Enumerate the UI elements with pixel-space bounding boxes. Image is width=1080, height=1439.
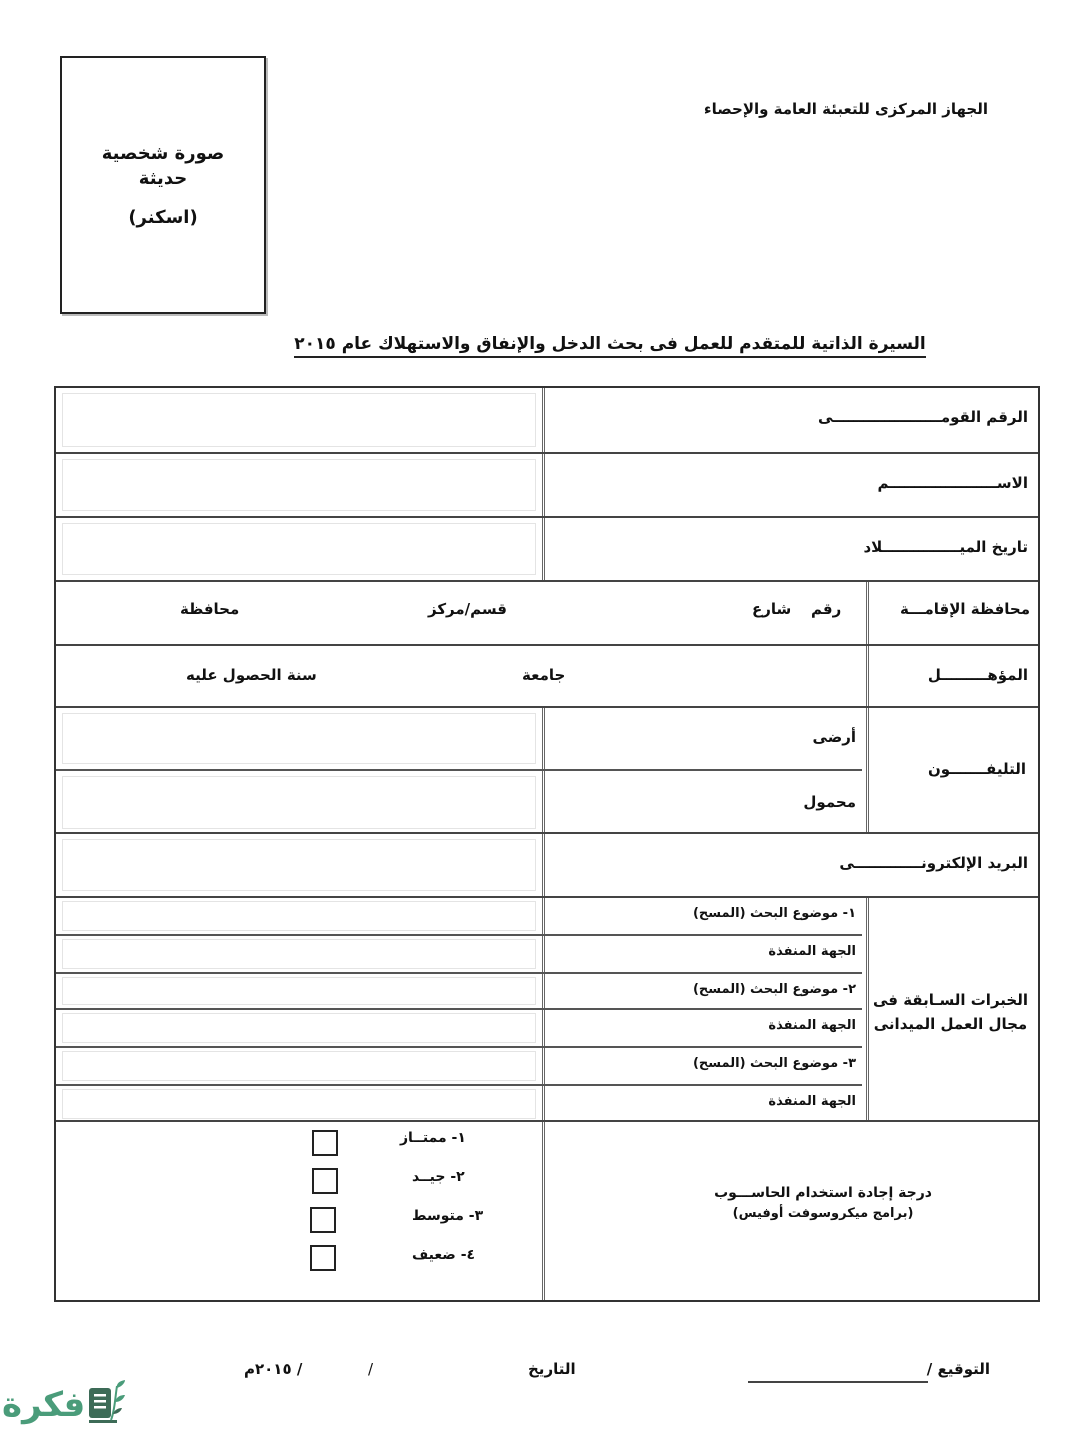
skill-checkbox-excellent[interactable]	[312, 1130, 338, 1156]
experience-2-topic-label: ٢- موضوع البحث (المسح)	[692, 982, 856, 997]
cv-form-table	[54, 386, 1040, 1302]
qualification-field-year[interactable]: سنة الحصول عليه	[186, 666, 317, 684]
experience-2-topic-row	[56, 974, 862, 1010]
residence-field-governorate[interactable]: محافظة	[180, 600, 240, 618]
row-experience	[56, 898, 1038, 1122]
residence-label: محافظة الإقامـــة	[899, 600, 1030, 618]
photo-label-line1: صورة شخصية	[101, 143, 225, 165]
birth-date-input[interactable]	[56, 518, 542, 580]
email-label: البريد الإلكترونـــــــــــــى	[839, 854, 1028, 872]
experience-3-topic-input[interactable]	[56, 1048, 542, 1084]
form-title-wrap	[0, 334, 1080, 354]
computer-skill-label-line2: (برامج ميكروسوفت أوفيس)	[732, 1206, 914, 1222]
row-birth-date	[56, 518, 1038, 582]
experience-1-agency-row	[56, 936, 862, 974]
experience-label	[873, 988, 1028, 1036]
computer-skill-label	[714, 1182, 932, 1225]
experience-1-topic-row	[56, 898, 862, 936]
experience-3-agency-input[interactable]	[56, 1086, 542, 1122]
residence-field-street[interactable]: شارع	[752, 600, 792, 618]
experience-1-topic-input[interactable]	[56, 898, 542, 934]
photo-label-line2: حديثة	[138, 167, 188, 189]
experience-label-line1: الخبرات السـابقة فى	[872, 991, 1028, 1009]
skill-checkbox-good[interactable]	[312, 1168, 338, 1194]
experience-label-line2: مجال العمل الميدانى	[873, 1015, 1028, 1033]
row-phone	[56, 708, 1038, 834]
landline-input[interactable]	[56, 708, 542, 769]
skill-option-average: ٣- متوسط	[412, 1208, 484, 1224]
mobile-input[interactable]	[56, 771, 542, 834]
date-separator: /	[368, 1360, 374, 1378]
row-qualification	[56, 646, 1038, 708]
computer-skill-label-line1: درجة إجادة استخدام الحاســـوب	[714, 1185, 932, 1201]
phone-label: التليفـــــــون	[927, 760, 1026, 778]
signature-line[interactable]	[748, 1381, 928, 1383]
fikra-logo	[2, 1380, 127, 1430]
national-id-input[interactable]	[56, 388, 542, 452]
experience-3-topic-row	[56, 1048, 862, 1086]
experience-3-topic-label: ٣- موضوع البحث (المسح)	[692, 1056, 856, 1071]
name-label: الاســـــــــــــــــــــم	[877, 474, 1028, 492]
mobile-label: محمول	[803, 793, 856, 811]
national-id-label: الرقم القومـــــــــــــــــــــى	[817, 408, 1028, 426]
skill-option-excellent: ١- ممتــاز	[400, 1130, 466, 1146]
agency-name: الجهاز المركزى للتعبئة العامة والإحصاء	[703, 100, 988, 118]
experience-1-topic-label: ١- موضوع البحث (المسح)	[692, 906, 856, 921]
name-input[interactable]	[56, 454, 542, 516]
date-label: التاريخ	[528, 1360, 576, 1378]
photo-label-line3: (اسكنر)	[128, 206, 198, 228]
phone-mobile-row	[56, 771, 862, 834]
photo-placeholder[interactable]	[60, 56, 266, 314]
landline-label: أرضى	[812, 728, 856, 746]
experience-2-agency-label: الجهة المنفذة	[768, 1018, 856, 1033]
row-email	[56, 834, 1038, 898]
residence-field-number[interactable]: رقم	[811, 600, 842, 618]
date-year: / ٢٠١٥م	[244, 1360, 303, 1378]
experience-3-agency-label: الجهة المنفذة	[768, 1094, 856, 1109]
experience-2-topic-input[interactable]	[56, 974, 542, 1008]
experience-2-agency-row	[56, 1010, 862, 1048]
email-input[interactable]	[56, 834, 542, 896]
experience-2-agency-input[interactable]	[56, 1010, 542, 1046]
logo-text: فكرة	[2, 1385, 86, 1425]
signature-label: التوقيع /	[926, 1360, 990, 1378]
book-leaf-icon	[87, 1380, 127, 1430]
row-residence	[56, 582, 1038, 646]
skill-option-weak: ٤- ضعيف	[412, 1247, 476, 1263]
birth-date-label: تاريخ الميـــــــــــــــلاد	[863, 538, 1028, 556]
form-title: السيرة الذاتية للمتقدم للعمل فى بحث الدخل والإنفاق والاستهلاك عام ٢٠١٥	[294, 334, 925, 358]
qualification-field-university[interactable]: جامعة	[522, 666, 566, 684]
row-name	[56, 454, 1038, 518]
experience-3-agency-row	[56, 1086, 862, 1122]
skill-option-good: ٢- جيــد	[412, 1169, 465, 1185]
row-national-id	[56, 388, 1038, 454]
experience-1-agency-label: الجهة المنفذة	[768, 944, 856, 959]
experience-1-agency-input[interactable]	[56, 936, 542, 972]
qualification-label: المؤهـــــــــل	[927, 666, 1028, 684]
skill-checkbox-weak[interactable]	[310, 1245, 336, 1271]
skill-checkbox-average[interactable]	[310, 1207, 336, 1233]
row-computer-skill	[56, 1122, 1038, 1300]
phone-landline-row	[56, 708, 862, 771]
residence-field-district[interactable]: قسم/مركز	[428, 600, 507, 618]
